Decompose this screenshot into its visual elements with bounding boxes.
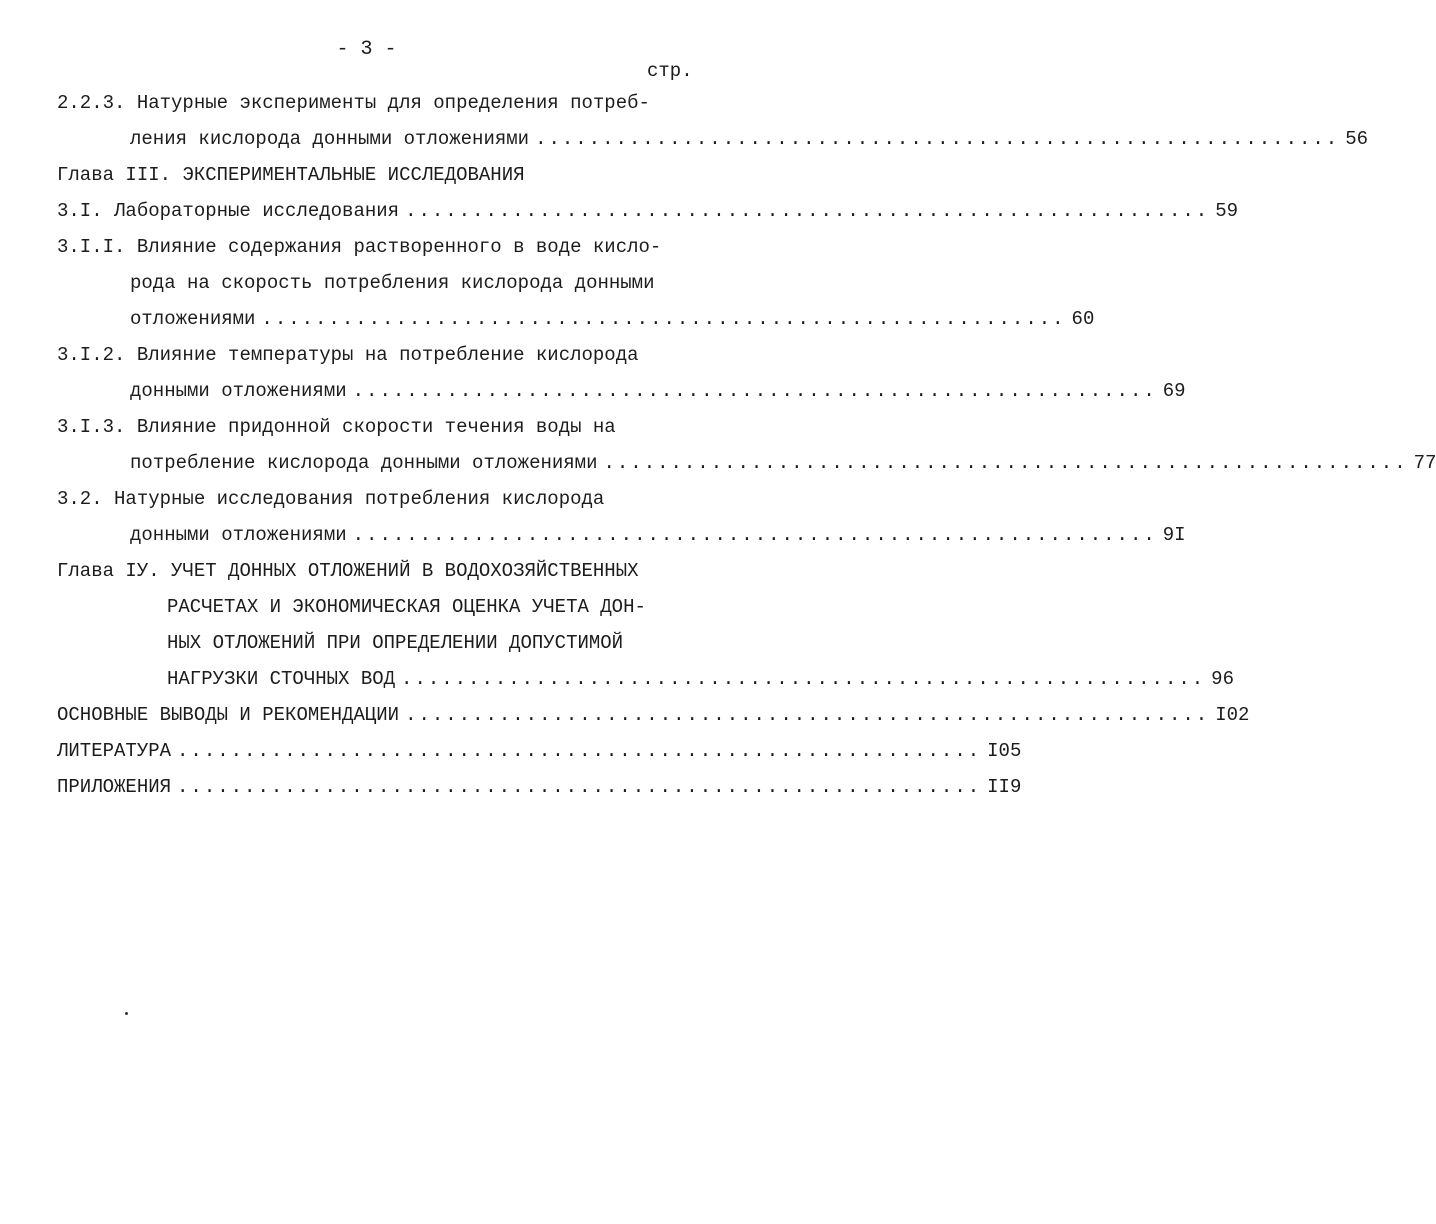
toc-entry-3-1-1-line2: рода на скорость потребления кислорода донными xyxy=(130,272,655,294)
toc-leader-dots: ............................................................ xyxy=(177,740,982,762)
toc-entry-3-2-line1 xyxy=(57,486,604,512)
toc-entry-number: 3.2. xyxy=(57,488,103,510)
toc-entry-appendices xyxy=(57,774,1022,800)
toc-entry-text: потребление кислорода донными отложениями xyxy=(130,452,598,474)
toc-chapter-4-line1 xyxy=(57,558,639,584)
toc-entry-text: ЛИТЕРАТУРА xyxy=(57,740,172,762)
toc-chapter-title: НАГРУЗКИ СТОЧНЫХ ВОД xyxy=(167,668,396,690)
toc-page-number: II9 xyxy=(987,776,1022,798)
toc-entry-number: 3.I.I. xyxy=(57,236,126,258)
toc-entry-text: Влияние придонной скорости течения воды на xyxy=(136,416,616,438)
toc-page-number: 56 xyxy=(1345,128,1369,150)
page-number: - 3 - xyxy=(336,38,397,61)
toc-page-number: 96 xyxy=(1211,668,1234,690)
scan-speck xyxy=(125,1012,128,1015)
toc-page-number: 77 xyxy=(1413,452,1436,474)
toc-entry-number: 3.I.2. xyxy=(57,344,126,366)
toc-entry-text: Натурные исследования потребления кислорода xyxy=(114,488,605,510)
page-column-label: стр. xyxy=(647,60,693,82)
toc-entry-3-1-1-line1 xyxy=(57,234,661,260)
toc-entry-3-1-2-line2 xyxy=(130,378,1186,404)
toc-chapter-4-line3: НЫХ ОТЛОЖЕНИЙ ПРИ ОПРЕДЕЛЕНИИ ДОПУСТИМОЙ xyxy=(167,632,624,654)
toc-leader-dots: ............................................................ xyxy=(401,668,1206,690)
toc-leader-dots: ............................................................ xyxy=(535,128,1340,150)
toc-page-number: 59 xyxy=(1215,200,1238,222)
toc-chapter-4-line4 xyxy=(167,666,1234,692)
toc-entry-text: донными отложениями xyxy=(130,524,347,546)
toc-entry-conclusions xyxy=(57,702,1250,728)
toc-entry-number: 3.I. xyxy=(57,200,103,222)
toc-chapter-label: Глава III. xyxy=(57,164,172,186)
toc-entry-text: донными отложениями xyxy=(130,380,347,402)
toc-entry-text: ПРИЛОЖЕНИЯ xyxy=(57,776,172,798)
toc-chapter-label: Глава IУ. xyxy=(57,560,160,582)
toc-entry-literature xyxy=(57,738,1022,764)
toc-entry-3-1-3-line2 xyxy=(130,450,1436,476)
toc-page-number: 9I xyxy=(1162,524,1186,546)
toc-chapter-title: УЧЕТ ДОННЫХ ОТЛОЖЕНИЙ В ВОДОХОЗЯЙСТВЕННЫХ xyxy=(171,560,639,582)
toc-entry-text: Натурные эксперименты для определения потреб- xyxy=(136,92,650,114)
toc-entry-3-1-2-line1 xyxy=(57,342,639,368)
toc-entry-3-2-line2 xyxy=(130,522,1186,548)
toc-page-number: 69 xyxy=(1162,380,1186,402)
toc-entry-number: 3.I.3. xyxy=(57,416,126,438)
toc-chapter-title: ЭКСПЕРИМЕНТАЛЬНЫЕ ИССЛЕДОВАНИЯ xyxy=(182,164,525,186)
toc-page-number: 60 xyxy=(1071,308,1095,330)
toc-leader-dots: ............................................................ xyxy=(352,524,1157,546)
toc-entry-number: 2.2.3. xyxy=(57,92,126,114)
toc-entry-text: Лабораторные исследования xyxy=(114,200,400,222)
toc-entry-3-1-1-line3 xyxy=(130,306,1095,332)
toc-leader-dots: ............................................................ xyxy=(352,380,1157,402)
toc-entry-text: Влияние содержания растворенного в воде кисло- xyxy=(136,236,662,258)
toc-entry-text: отложениями xyxy=(130,308,256,330)
toc-chapter-4-line2: РАСЧЕТАХ И ЭКОНОМИЧЕСКАЯ ОЦЕНКА УЧЕТА ДОН- xyxy=(167,596,646,618)
toc-chapter-3 xyxy=(57,162,525,188)
toc-entry-3-1 xyxy=(57,198,1238,224)
toc-leader-dots: ............................................................ xyxy=(261,308,1066,330)
toc-leader-dots: ............................................................ xyxy=(405,200,1210,222)
toc-leader-dots: ............................................................ xyxy=(177,776,982,798)
toc-leader-dots: ............................................................ xyxy=(405,704,1210,726)
toc-entry-3-1-3-line1 xyxy=(57,414,616,440)
toc-page-number: I02 xyxy=(1215,704,1250,726)
toc-entry-2-2-3-line2 xyxy=(130,126,1369,152)
toc-entry-2-2-3-line1 xyxy=(57,90,650,116)
toc-entry-text: Влияние температуры на потребление кислорода xyxy=(136,344,639,366)
toc-page-number: I05 xyxy=(987,740,1022,762)
toc-leader-dots: ............................................................ xyxy=(603,452,1408,474)
toc-entry-text: ОСНОВНЫЕ ВЫВОДЫ И РЕКОМЕНДАЦИИ xyxy=(57,704,400,726)
toc-entry-text: ления кислорода донными отложениями xyxy=(130,128,530,150)
